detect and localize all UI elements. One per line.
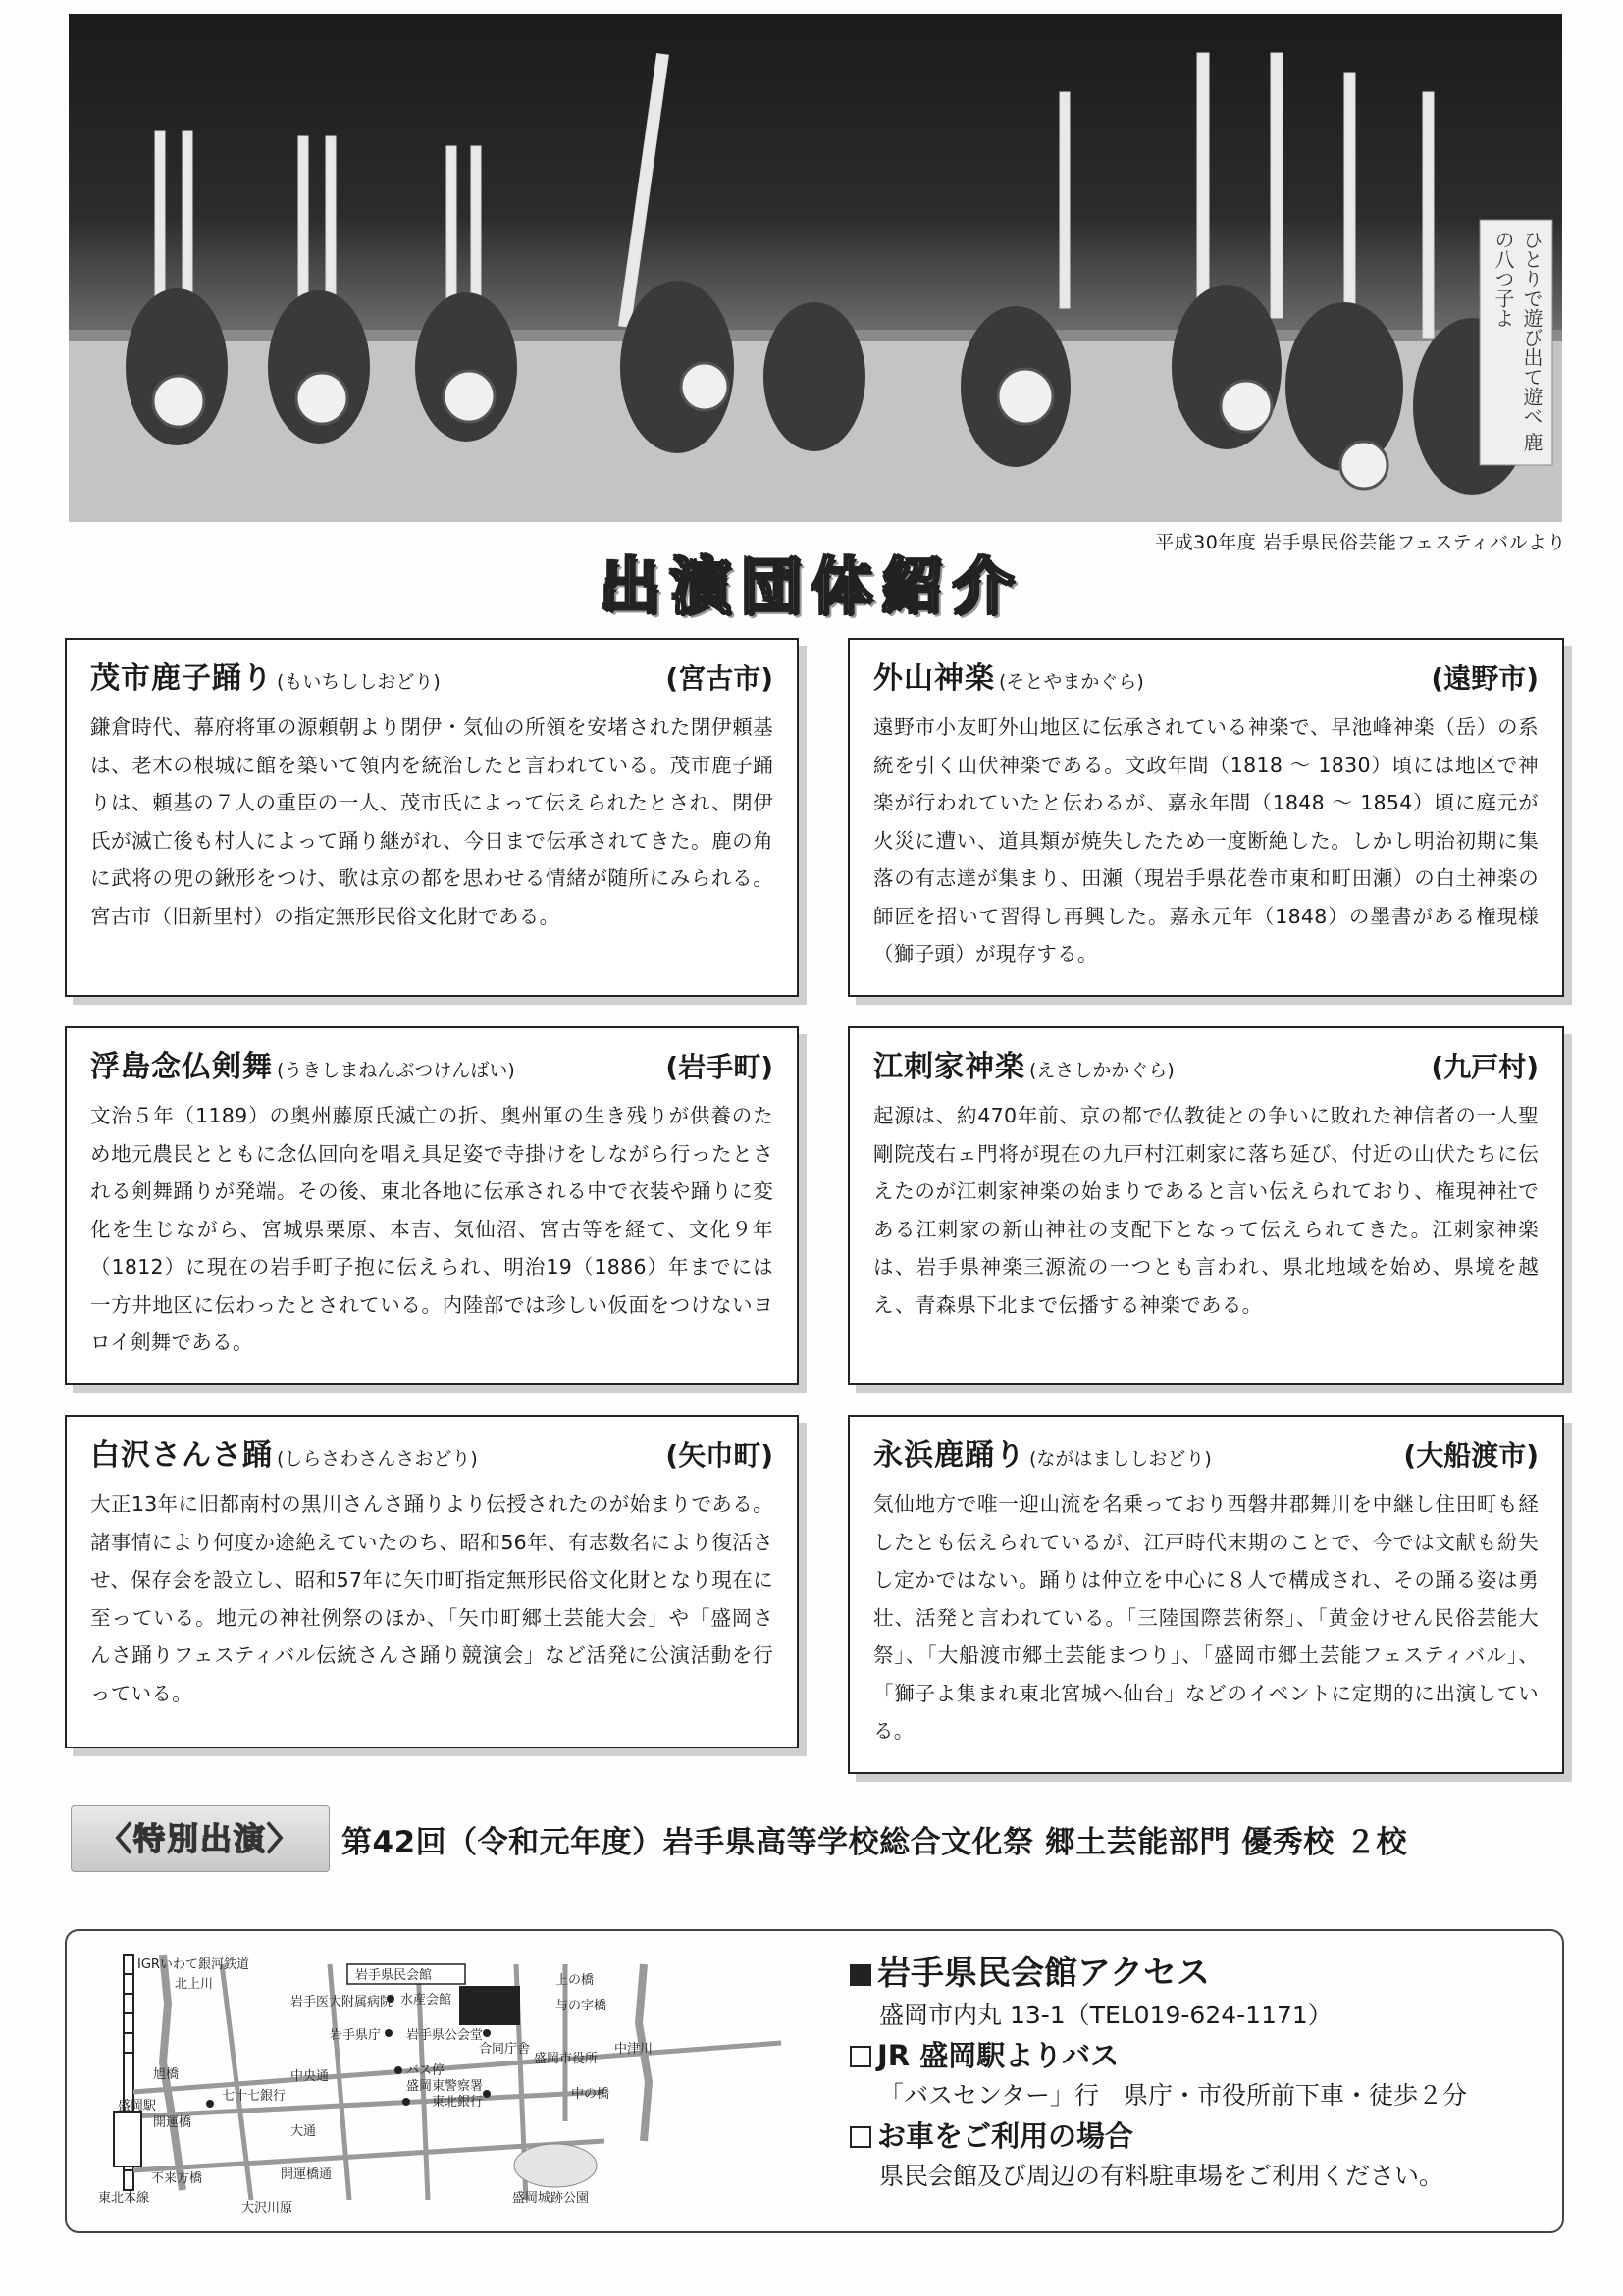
performance-photo <box>69 14 1562 522</box>
bus-heading: JR 盛岡駅よりバス <box>877 2039 1120 2072</box>
map-bus-stop: バス停 <box>406 2063 445 2078</box>
bus-text: 「バスセンター」行 県庁・市役所前下車・徒歩２分 <box>879 2081 1468 2110</box>
access-box <box>65 1929 1564 2233</box>
troupe-name: 江刺家神楽 <box>873 1050 1025 1084</box>
troupe-card <box>848 1026 1564 1385</box>
troupe-reading: (もいちししおどり) <box>277 671 441 693</box>
map-railway-label: IGRいわて銀河鉄道 <box>137 1957 249 1972</box>
map-kokaido: 岩手県公会堂 <box>406 2028 484 2043</box>
troupe-reading: (そとやまかぐら) <box>999 671 1144 693</box>
access-address: 盛岡市内丸 13-1（TEL019-624-1171） <box>879 2001 1333 2029</box>
special-performance-text: 第42回（令和元年度）岩手県高等学校総合文化祭 郷土芸能部門 優秀校 ２校 <box>341 1825 1408 1860</box>
access-title: 岩手県民会館アクセス <box>877 1954 1210 1993</box>
troupe-reading: (しらさわさんさおどり) <box>277 1448 478 1470</box>
map-station-label: 盛岡駅 <box>118 2099 157 2113</box>
map-odori: 大通 <box>290 2124 317 2139</box>
special-performance-tag: 〈特別出演〉 <box>71 1805 330 1872</box>
troupe-city: (岩手町) <box>665 1051 773 1083</box>
troupe-name: 白沢さんさ踊 <box>90 1438 273 1473</box>
page-title: 出演団体紹介 <box>599 550 1023 622</box>
car-text: 県民会館及び周辺の有料駐車場をご利用ください。 <box>879 2162 1444 2190</box>
troupe-description: 起源は、約470年前、京の都で仏教徒との争いに敗れた神信者の一人聖剛院茂右ェ門将が現在の九戸村江刺家に落ち延び、付近の山伏たちに伝えたのが江刺家神楽の始まりであると言い伝えられており、権現神社である江刺家の新山神社の支配下となって伝えられてきた。江刺家神楽は、岩手県神楽三源流の一つとも言われ、県北地域を始め、県境を越え、青森県下北まで伝播する神楽である。 <box>873 1104 1539 1317</box>
troupe-description: 気仙地方で唯一迎山流を名乗っており西磐井郡舞川を中継し住田町も経したとも伝えられているが、江戸時代末期のことで、今では文献も紛失し定かではない。踊りは仲立を中心に８人で構成され、その踊る姿は勇壮、活発と言われている。「三陸国際芸術祭」、「黄金けせん民俗芸能大祭」、「大船渡市郷土芸能まつり」、「盛岡市郷土芸能フェスティバル」、「獅子よ集まれ東北宮城へ仙台」などのイベントに定期的に出演している。 <box>873 1492 1539 1743</box>
map-nakanohashi: 中の橋 <box>571 2087 610 2102</box>
map-kencho: 岩手県庁 <box>330 2028 382 2043</box>
map-kaiunbashi: 開運橋 <box>153 2115 192 2130</box>
troupe-city: (遠野市) <box>1431 662 1539 695</box>
troupe-card <box>848 638 1564 997</box>
map-asahibashi: 旭橋 <box>153 2067 180 2082</box>
car-heading: お車をご利用の場合 <box>877 2119 1134 2153</box>
troupe-name: 外山神楽 <box>873 661 995 696</box>
troupe-city: (大船渡市) <box>1403 1439 1539 1472</box>
map-tohoku-bank: 東北銀行 <box>432 2095 484 2110</box>
map-tohoku-line-label: 東北本線 <box>98 2191 150 2206</box>
troupe-reading: (えさしかかぐら) <box>1029 1060 1175 1081</box>
access-info <box>850 1951 1537 2196</box>
map-yonotsuka: 与の字橋 <box>555 1999 607 2013</box>
troupe-card <box>65 1415 799 1748</box>
map-chuodori: 中央通 <box>290 2069 330 2084</box>
troupe-city: (九戸村) <box>1431 1051 1539 1083</box>
troupe-city: (宮古市) <box>665 662 773 695</box>
map-city-hall: 盛岡市役所 <box>534 2052 599 2066</box>
map-venue-label: 岩手県民会館 <box>355 1968 433 1983</box>
photo-banner-text: ひとりで遊び出て遊べ 鹿の八つ子よ <box>1492 230 1544 452</box>
map-nakatsu-river: 中津川 <box>614 2042 654 2057</box>
map-kaiunbashidori: 開運橋通 <box>281 2167 333 2182</box>
checkbox-icon <box>850 2126 871 2148</box>
troupe-city: (矢巾町) <box>665 1439 773 1472</box>
troupe-description: 鎌倉時代、幕府将軍の源頼朝より閉伊・気仙の所領を安堵された閉伊頼基は、老木の根城に館を築いて領内を統治したと言われている。茂市鹿子踊りは、頼基の７人の重臣の一人、茂市氏によって伝えられたとされ、閉伊氏が滅亡後も村人によって踊り継がれ、今日まで伝承されてきた。鹿の角に武将の兜の鍬形をつけ、歌は京の都を思わせる情緒が随所にみられる。宮古市（旧新里村）の指定無形民俗文化財である。 <box>90 715 773 928</box>
troupe-name: 永浜鹿踊り <box>873 1438 1025 1473</box>
map-kitakami-river: 北上川 <box>175 1977 214 1992</box>
access-map <box>94 1945 820 2219</box>
square-bullet-icon <box>850 1964 871 1986</box>
troupe-card <box>65 1026 799 1385</box>
troupe-description: 遠野市小友町外山地区に伝承されている神楽で、早池峰神楽（岳）の系統を引く山伏神楽である。文政年間（1818 ～ 1830）頃には地区で神楽が行われていたと伝わるが、嘉永年間（1848 ～ 1854）頃に庭元が火災に遭い、道具類が焼失したため一度断絶した。しかし明治初期に集落の有志達が集まり、田瀬（現岩手県花巻市東和町田瀬）の白土神楽の師匠を招いて習得し再興した。嘉永元年（1848）の墨書がある権現様（獅子頭）が現存する。 <box>873 715 1539 965</box>
troupe-name: 浮島念仏剣舞 <box>90 1050 273 1084</box>
map-iwate-med: 岩手医大附属病院 <box>290 1995 393 2009</box>
photo-caption: 平成30年度 岩手県民俗芸能フェスティバルより <box>1155 532 1566 553</box>
troupe-card <box>848 1415 1564 1774</box>
map-castle-park: 盛岡城跡公園 <box>512 2191 590 2206</box>
troupe-card <box>65 638 799 997</box>
troupe-reading: (うきしまねんぶつけんばい) <box>277 1060 515 1081</box>
checkbox-icon <box>850 2046 871 2067</box>
map-police: 盛岡東警察署 <box>406 2079 484 2094</box>
map-fukinohashi: 不来方橋 <box>151 2171 203 2186</box>
troupe-name: 茂市鹿子踊り <box>90 661 273 696</box>
map-bank77: 七十七銀行 <box>222 2089 287 2104</box>
troupe-reading: (ながはまししおどり) <box>1029 1448 1212 1470</box>
troupe-description: 大正13年に旧都南村の黒川さんさ踊りより伝授されたのが始まりである。諸事情により何度か途絶えていたのち、昭和56年、有志数名により復活させ、保存会を設立し、昭和57年に矢巾町指定無形民俗文化財となり現在に至っている。地元の神社例祭のほか、「矢巾町郷土芸能大会」や「盛岡さんさ踊りフェスティバル伝統さんさ踊り競演会」など活発に公演活動を行っている。 <box>90 1492 773 1705</box>
map-suisan: 水産会館 <box>400 1993 452 2008</box>
map-kaminohashi: 上の橋 <box>555 1973 595 1988</box>
troupe-description: 文治５年（1189）の奥州藤原氏滅亡の折、奥州軍の生き残りが供養のため地元農民とともに念仏回向を唱え具足姿で寺掛けをしながら行ったとされる剣舞踊りが発端。その後、東北各地に伝承される中で衣装や踊りに変化を生じながら、宮城県栗原、本吉、気仙沼、宮古等を経て、文化９年（1812）に現在の岩手町子抱に伝えられ、明治19（1886）年までには一方井地区に伝わったとされている。内陸部では珍しい仮面をつけないヨロイ剣舞である。 <box>90 1104 773 1354</box>
map-godo: 合同庁舎 <box>479 2042 531 2057</box>
map-osawakawara: 大沢川原 <box>241 2201 293 2216</box>
